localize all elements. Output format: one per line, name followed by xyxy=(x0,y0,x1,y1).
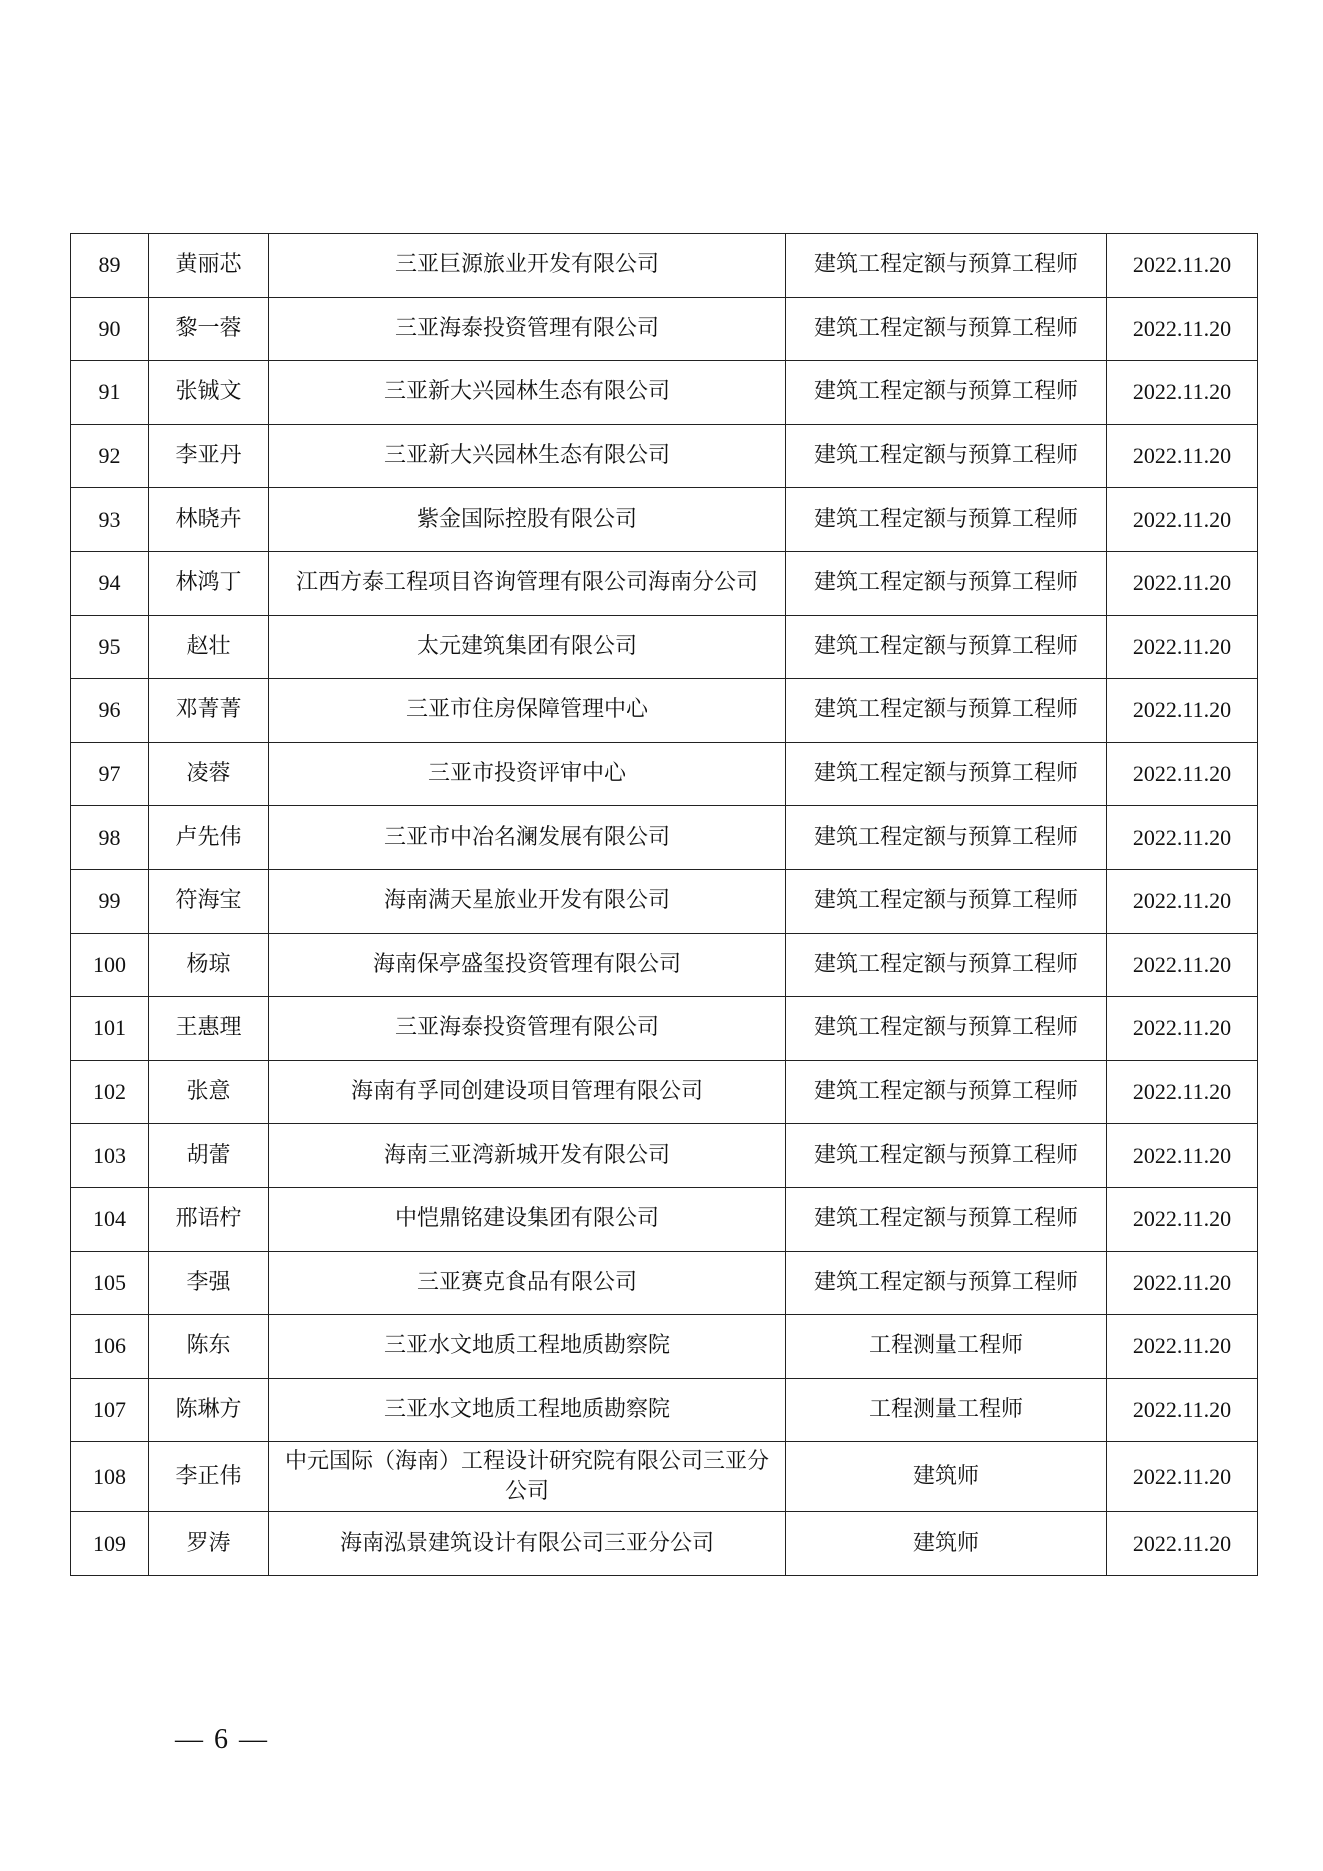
table-row xyxy=(71,297,1258,361)
date-cell: 2022.11.20 xyxy=(1107,1442,1258,1512)
date-cell: 2022.11.20 xyxy=(1107,1124,1258,1188)
date-cell: 2022.11.20 xyxy=(1107,551,1258,615)
date-cell: 2022.11.20 xyxy=(1107,234,1258,298)
organization-cell: 三亚巨源旅业开发有限公司 xyxy=(269,234,786,298)
qualification-title-cell: 工程测量工程师 xyxy=(786,1378,1107,1442)
qualification-title-cell: 建筑工程定额与预算工程师 xyxy=(786,1187,1107,1251)
qualification-title-cell: 建筑工程定额与预算工程师 xyxy=(786,806,1107,870)
name-cell: 李亚丹 xyxy=(149,424,269,488)
row-number-cell: 91 xyxy=(71,361,149,425)
qualification-title-cell: 建筑工程定额与预算工程师 xyxy=(786,615,1107,679)
row-number-cell: 106 xyxy=(71,1315,149,1379)
organization-cell: 三亚海泰投资管理有限公司 xyxy=(269,297,786,361)
qualification-title-cell: 建筑工程定额与预算工程师 xyxy=(786,297,1107,361)
organization-cell: 三亚市投资评审中心 xyxy=(269,742,786,806)
organization-cell: 三亚赛克食品有限公司 xyxy=(269,1251,786,1315)
date-cell: 2022.11.20 xyxy=(1107,1060,1258,1124)
name-cell: 林晓卉 xyxy=(149,488,269,552)
organization-cell: 三亚水文地质工程地质勘察院 xyxy=(269,1315,786,1379)
organization-cell: 紫金国际控股有限公司 xyxy=(269,488,786,552)
table-row xyxy=(71,1187,1258,1251)
qualification-title-cell: 建筑工程定额与预算工程师 xyxy=(786,488,1107,552)
table-row xyxy=(71,1512,1258,1576)
name-cell: 罗涛 xyxy=(149,1512,269,1576)
name-cell: 陈琳方 xyxy=(149,1378,269,1442)
table-row xyxy=(71,488,1258,552)
table-row xyxy=(71,615,1258,679)
row-number-cell: 107 xyxy=(71,1378,149,1442)
table-row xyxy=(71,1315,1258,1379)
organization-cell: 中恺鼎铭建设集团有限公司 xyxy=(269,1187,786,1251)
table-row xyxy=(71,1251,1258,1315)
table-row xyxy=(71,234,1258,298)
qualification-title-cell: 建筑工程定额与预算工程师 xyxy=(786,742,1107,806)
table-row xyxy=(71,551,1258,615)
name-cell: 邓菁菁 xyxy=(149,679,269,743)
date-cell: 2022.11.20 xyxy=(1107,488,1258,552)
name-cell: 林鸿丁 xyxy=(149,551,269,615)
name-cell: 赵壮 xyxy=(149,615,269,679)
qualification-title-cell: 工程测量工程师 xyxy=(786,1315,1107,1379)
name-cell: 符海宝 xyxy=(149,869,269,933)
table-row xyxy=(71,424,1258,488)
name-cell: 陈东 xyxy=(149,1315,269,1379)
row-number-cell: 96 xyxy=(71,679,149,743)
date-cell: 2022.11.20 xyxy=(1107,869,1258,933)
row-number-cell: 93 xyxy=(71,488,149,552)
qualification-title-cell: 建筑工程定额与预算工程师 xyxy=(786,1124,1107,1188)
qualification-title-cell: 建筑工程定额与预算工程师 xyxy=(786,551,1107,615)
name-cell: 黄丽芯 xyxy=(149,234,269,298)
table-row xyxy=(71,1124,1258,1188)
organization-cell: 海南保亭盛玺投资管理有限公司 xyxy=(269,933,786,997)
row-number-cell: 101 xyxy=(71,997,149,1061)
organization-cell: 海南有孚同创建设项目管理有限公司 xyxy=(269,1060,786,1124)
organization-cell: 江西方泰工程项目咨询管理有限公司海南分公司 xyxy=(269,551,786,615)
date-cell: 2022.11.20 xyxy=(1107,615,1258,679)
table-row xyxy=(71,806,1258,870)
qualification-title-cell: 建筑工程定额与预算工程师 xyxy=(786,997,1107,1061)
row-number-cell: 90 xyxy=(71,297,149,361)
row-number-cell: 98 xyxy=(71,806,149,870)
page-number: — 6 — xyxy=(175,1724,269,1755)
date-cell: 2022.11.20 xyxy=(1107,1315,1258,1379)
row-number-cell: 103 xyxy=(71,1124,149,1188)
date-cell: 2022.11.20 xyxy=(1107,997,1258,1061)
row-number-cell: 108 xyxy=(71,1442,149,1512)
table-row xyxy=(71,1442,1258,1512)
table-row xyxy=(71,361,1258,425)
name-cell: 邢语柠 xyxy=(149,1187,269,1251)
row-number-cell: 105 xyxy=(71,1251,149,1315)
name-cell: 李强 xyxy=(149,1251,269,1315)
qualification-title-cell: 建筑工程定额与预算工程师 xyxy=(786,424,1107,488)
qualification-title-cell: 建筑工程定额与预算工程师 xyxy=(786,1251,1107,1315)
organization-cell: 三亚市中冶名澜发展有限公司 xyxy=(269,806,786,870)
date-cell: 2022.11.20 xyxy=(1107,1251,1258,1315)
table-row xyxy=(71,742,1258,806)
name-cell: 杨琼 xyxy=(149,933,269,997)
row-number-cell: 94 xyxy=(71,551,149,615)
date-cell: 2022.11.20 xyxy=(1107,361,1258,425)
name-cell: 王惠理 xyxy=(149,997,269,1061)
name-cell: 张铖文 xyxy=(149,361,269,425)
date-cell: 2022.11.20 xyxy=(1107,1512,1258,1576)
qualification-title-cell: 建筑工程定额与预算工程师 xyxy=(786,933,1107,997)
name-cell: 李正伟 xyxy=(149,1442,269,1512)
table-row xyxy=(71,997,1258,1061)
roster-table-body xyxy=(71,234,1258,1576)
table-row xyxy=(71,679,1258,743)
row-number-cell: 102 xyxy=(71,1060,149,1124)
row-number-cell: 92 xyxy=(71,424,149,488)
qualification-title-cell: 建筑师 xyxy=(786,1512,1107,1576)
table-row xyxy=(71,933,1258,997)
row-number-cell: 109 xyxy=(71,1512,149,1576)
roster-table xyxy=(70,233,1258,1576)
organization-cell: 三亚海泰投资管理有限公司 xyxy=(269,997,786,1061)
organization-cell: 太元建筑集团有限公司 xyxy=(269,615,786,679)
qualification-title-cell: 建筑师 xyxy=(786,1442,1107,1512)
name-cell: 张意 xyxy=(149,1060,269,1124)
organization-cell: 海南三亚湾新城开发有限公司 xyxy=(269,1124,786,1188)
qualification-title-cell: 建筑工程定额与预算工程师 xyxy=(786,361,1107,425)
table-row xyxy=(71,1378,1258,1442)
date-cell: 2022.11.20 xyxy=(1107,1378,1258,1442)
qualification-title-cell: 建筑工程定额与预算工程师 xyxy=(786,234,1107,298)
qualification-title-cell: 建筑工程定额与预算工程师 xyxy=(786,679,1107,743)
organization-cell: 海南泓景建筑设计有限公司三亚分公司 xyxy=(269,1512,786,1576)
row-number-cell: 95 xyxy=(71,615,149,679)
row-number-cell: 100 xyxy=(71,933,149,997)
date-cell: 2022.11.20 xyxy=(1107,297,1258,361)
date-cell: 2022.11.20 xyxy=(1107,1187,1258,1251)
table-row xyxy=(71,1060,1258,1124)
organization-cell: 三亚新大兴园林生态有限公司 xyxy=(269,424,786,488)
date-cell: 2022.11.20 xyxy=(1107,424,1258,488)
organization-cell: 三亚新大兴园林生态有限公司 xyxy=(269,361,786,425)
date-cell: 2022.11.20 xyxy=(1107,679,1258,743)
row-number-cell: 104 xyxy=(71,1187,149,1251)
date-cell: 2022.11.20 xyxy=(1107,933,1258,997)
name-cell: 凌蓉 xyxy=(149,742,269,806)
row-number-cell: 97 xyxy=(71,742,149,806)
organization-cell: 三亚市住房保障管理中心 xyxy=(269,679,786,743)
organization-cell: 中元国际（海南）工程设计研究院有限公司三亚分公司 xyxy=(269,1442,786,1512)
row-number-cell: 99 xyxy=(71,869,149,933)
date-cell: 2022.11.20 xyxy=(1107,742,1258,806)
name-cell: 黎一蓉 xyxy=(149,297,269,361)
date-cell: 2022.11.20 xyxy=(1107,806,1258,870)
table-row xyxy=(71,869,1258,933)
name-cell: 卢先伟 xyxy=(149,806,269,870)
qualification-title-cell: 建筑工程定额与预算工程师 xyxy=(786,1060,1107,1124)
organization-cell: 三亚水文地质工程地质勘察院 xyxy=(269,1378,786,1442)
qualification-title-cell: 建筑工程定额与预算工程师 xyxy=(786,869,1107,933)
name-cell: 胡蕾 xyxy=(149,1124,269,1188)
organization-cell: 海南满天星旅业开发有限公司 xyxy=(269,869,786,933)
row-number-cell: 89 xyxy=(71,234,149,298)
